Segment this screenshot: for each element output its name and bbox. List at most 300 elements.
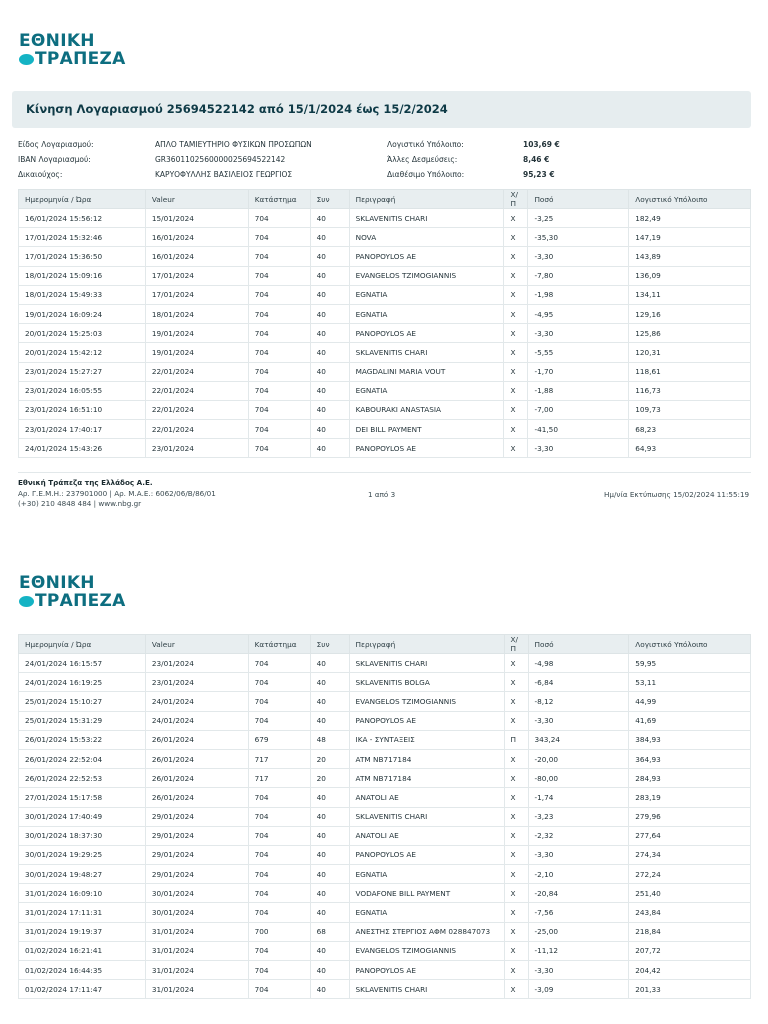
cell-branch: 704 xyxy=(248,788,310,807)
cell-debit-credit: Χ xyxy=(504,711,528,730)
cell-debit-credit: Χ xyxy=(504,324,528,343)
logo-dot-icon xyxy=(19,596,34,607)
table-row xyxy=(19,865,751,884)
table-row xyxy=(19,884,751,903)
cell-valeur: 24/01/2024 xyxy=(145,692,248,711)
cell-branch: 704 xyxy=(248,673,310,692)
cell-date: 23/01/2024 17:40:17 xyxy=(19,420,146,439)
table-row xyxy=(19,324,751,343)
cell-balance: 136,09 xyxy=(629,266,751,285)
statement-title-bar xyxy=(12,91,751,128)
cell-amount: -80,00 xyxy=(528,769,629,788)
cell-syn: 40 xyxy=(310,285,349,304)
account-type-label: Είδος Λογαριασμού: xyxy=(18,140,94,149)
cell-balance: 68,23 xyxy=(629,420,751,439)
cell-description: EGNATIA xyxy=(349,285,504,304)
cell-description: KABOURAKI ANASTASIA xyxy=(349,400,504,419)
cell-valeur: 30/01/2024 xyxy=(145,903,248,922)
cell-description: ANATOLI AE xyxy=(349,788,504,807)
col-header-amount: Ποσό xyxy=(528,635,629,654)
col-header-valeur: Valeur xyxy=(145,190,248,209)
cell-valeur: 23/01/2024 xyxy=(145,673,248,692)
cell-branch: 704 xyxy=(248,845,310,864)
cell-balance: 44,99 xyxy=(629,692,751,711)
cell-balance: 283,19 xyxy=(629,788,751,807)
cell-valeur: 24/01/2024 xyxy=(145,711,248,730)
cell-amount: -25,00 xyxy=(528,922,629,941)
cell-syn: 40 xyxy=(310,961,349,980)
cell-description: ATM NB717184 xyxy=(349,749,504,768)
cell-debit-credit: Χ xyxy=(504,673,528,692)
cell-balance: 284,93 xyxy=(629,769,751,788)
cell-branch: 704 xyxy=(248,228,310,247)
table-row xyxy=(19,845,751,864)
col-header-valeur: Valeur xyxy=(145,635,248,654)
cell-debit-credit: Χ xyxy=(504,304,528,323)
footer-bank-name: Εθνική Τράπεζα της Ελλάδος Α.Ε. xyxy=(18,478,153,487)
cell-amount: -6,84 xyxy=(528,673,629,692)
cell-valeur: 31/01/2024 xyxy=(145,922,248,941)
cell-valeur: 23/01/2024 xyxy=(145,439,248,458)
cell-balance: 64,93 xyxy=(629,439,751,458)
cell-date: 24/01/2024 16:15:57 xyxy=(19,654,146,673)
cell-amount: -3,30 xyxy=(528,711,629,730)
col-header-syn: Συν xyxy=(310,635,349,654)
cell-debit-credit: Χ xyxy=(504,228,528,247)
cell-valeur: 16/01/2024 xyxy=(145,247,248,266)
table-row xyxy=(19,826,751,845)
table-row xyxy=(19,941,751,960)
cell-description: EGNATIA xyxy=(349,903,504,922)
col-header-balance: Λογιστικό Υπόλοιπο xyxy=(629,190,751,209)
cell-debit-credit: Χ xyxy=(504,247,528,266)
cell-amount: -1,70 xyxy=(528,362,629,381)
iban-label: IBAN Λογαριασμού: xyxy=(18,155,91,164)
cell-amount: -3,30 xyxy=(528,845,629,864)
cell-branch: 704 xyxy=(248,324,310,343)
table-row xyxy=(19,922,751,941)
cell-valeur: 19/01/2024 xyxy=(145,324,248,343)
cell-amount: -1,88 xyxy=(528,381,629,400)
cell-description: ΙΚΑ - ΣΥΝΤΑΞΕΙΣ xyxy=(349,730,504,749)
cell-branch: 704 xyxy=(248,654,310,673)
cell-valeur: 22/01/2024 xyxy=(145,381,248,400)
cell-branch: 704 xyxy=(248,362,310,381)
cell-description: EVANGELOS TZIMOGIANNIS xyxy=(349,692,504,711)
cell-branch: 704 xyxy=(248,420,310,439)
table-row xyxy=(19,903,751,922)
cell-debit-credit: Χ xyxy=(504,769,528,788)
cell-description: EGNATIA xyxy=(349,381,504,400)
cell-valeur: 26/01/2024 xyxy=(145,769,248,788)
info-labels-right xyxy=(387,137,464,182)
info-values-right xyxy=(523,137,560,182)
col-header-amount: Ποσό xyxy=(528,190,629,209)
cell-syn: 40 xyxy=(310,692,349,711)
holder-value: ΚΑΡΥΟΦΥΛΛΗΣ ΒΑΣΙΛΕΙΟΣ ΓΕΩΡΓΙΟΣ xyxy=(155,170,293,179)
cell-valeur: 23/01/2024 xyxy=(145,654,248,673)
cell-description: EVANGELOS TZIMOGIANNIS xyxy=(349,266,504,285)
cell-valeur: 16/01/2024 xyxy=(145,228,248,247)
cell-debit-credit: Χ xyxy=(504,654,528,673)
cell-valeur: 29/01/2024 xyxy=(145,826,248,845)
cell-balance: 41,69 xyxy=(629,711,751,730)
cell-syn: 40 xyxy=(310,324,349,343)
cell-balance: 272,24 xyxy=(629,865,751,884)
col-header-syn: Συν xyxy=(310,190,349,209)
table-row xyxy=(19,362,751,381)
cell-syn: 40 xyxy=(310,247,349,266)
cell-balance: 218,84 xyxy=(629,922,751,941)
cell-date: 16/01/2024 15:56:12 xyxy=(19,209,146,228)
cell-syn: 40 xyxy=(310,865,349,884)
cell-date: 01/02/2024 16:21:41 xyxy=(19,941,146,960)
cell-debit-credit: Χ xyxy=(504,692,528,711)
cell-syn: 40 xyxy=(310,826,349,845)
cell-syn: 40 xyxy=(310,439,349,458)
cell-branch: 704 xyxy=(248,400,310,419)
footer-registry: Αρ. Γ.Ε.Μ.Η.: 237901000 | Αρ. Μ.Α.Ε.: 6062/06/Β/86/01 xyxy=(18,488,216,498)
holder-label: Δικαιούχος: xyxy=(18,170,63,179)
cell-syn: 40 xyxy=(310,673,349,692)
cell-debit-credit: Χ xyxy=(504,807,528,826)
cell-debit-credit: Χ xyxy=(504,209,528,228)
footer-contact: (+30) 210 4848 484 | www.nbg.gr xyxy=(18,499,142,508)
cell-description: PANOPOYLOS AE xyxy=(349,961,504,980)
cell-debit-credit: Χ xyxy=(504,343,528,362)
cell-syn: 40 xyxy=(310,845,349,864)
cell-syn: 40 xyxy=(310,654,349,673)
cell-balance: 147,19 xyxy=(629,228,751,247)
table-row xyxy=(19,980,751,999)
cell-debit-credit: Χ xyxy=(504,266,528,285)
table-row xyxy=(19,247,751,266)
table-row xyxy=(19,961,751,980)
cell-amount: -8,12 xyxy=(528,692,629,711)
cell-amount: -3,09 xyxy=(528,980,629,999)
transactions-table-page1 xyxy=(18,189,751,458)
logo-line2: ΤΡΑΠΕΖΑ xyxy=(35,591,126,611)
cell-amount: -3,30 xyxy=(528,324,629,343)
cell-date: 30/01/2024 18:37:30 xyxy=(19,826,146,845)
cell-date: 18/01/2024 15:09:16 xyxy=(19,266,146,285)
table-row xyxy=(19,730,751,749)
cell-date: 31/01/2024 17:11:31 xyxy=(19,903,146,922)
cell-description: DEI BILL PAYMENT xyxy=(349,420,504,439)
cell-syn: 40 xyxy=(310,343,349,362)
cell-debit-credit: Π xyxy=(504,730,528,749)
cell-balance: 243,84 xyxy=(629,903,751,922)
cell-debit-credit: Χ xyxy=(504,400,528,419)
cell-balance: 274,34 xyxy=(629,845,751,864)
cell-amount: -7,56 xyxy=(528,903,629,922)
cell-balance: 251,40 xyxy=(629,884,751,903)
table-row xyxy=(19,381,751,400)
cell-debit-credit: Χ xyxy=(504,884,528,903)
cell-description: SKLAVENITIS CHARI xyxy=(349,807,504,826)
cell-date: 20/01/2024 15:25:03 xyxy=(19,324,146,343)
cell-balance: 384,93 xyxy=(629,730,751,749)
cell-description: ATM NB717184 xyxy=(349,769,504,788)
cell-date: 01/02/2024 17:11:47 xyxy=(19,980,146,999)
logo-dot-icon xyxy=(19,54,34,65)
cell-amount: -1,74 xyxy=(528,788,629,807)
cell-balance: 207,72 xyxy=(629,941,751,960)
cell-branch: 704 xyxy=(248,980,310,999)
cell-branch: 700 xyxy=(248,922,310,941)
cell-syn: 20 xyxy=(310,769,349,788)
cell-branch: 679 xyxy=(248,730,310,749)
cell-debit-credit: Χ xyxy=(504,941,528,960)
cell-description: EVANGELOS TZIMOGIANNIS xyxy=(349,941,504,960)
table-row xyxy=(19,343,751,362)
table-row xyxy=(19,692,751,711)
cell-date: 23/01/2024 15:27:27 xyxy=(19,362,146,381)
cell-description: MAGDALINI MARIA VOUT xyxy=(349,362,504,381)
cell-valeur: 29/01/2024 xyxy=(145,807,248,826)
cell-valeur: 18/01/2024 xyxy=(145,304,248,323)
cell-branch: 704 xyxy=(248,692,310,711)
cell-description: PANOPOYLOS AE xyxy=(349,439,504,458)
cell-debit-credit: Χ xyxy=(504,439,528,458)
cell-valeur: 19/01/2024 xyxy=(145,343,248,362)
table-row xyxy=(19,400,751,419)
cell-balance: 201,33 xyxy=(629,980,751,999)
cell-branch: 704 xyxy=(248,711,310,730)
cell-syn: 40 xyxy=(310,304,349,323)
cell-description: EGNATIA xyxy=(349,304,504,323)
cell-debit-credit: Χ xyxy=(504,903,528,922)
cell-amount: -7,80 xyxy=(528,266,629,285)
cell-valeur: 30/01/2024 xyxy=(145,884,248,903)
cell-date: 31/01/2024 19:19:37 xyxy=(19,922,146,941)
cell-balance: 53,11 xyxy=(629,673,751,692)
logo-line1: ΕΘΝΙΚΗ xyxy=(19,573,95,593)
cell-description: SKLAVENITIS CHARI xyxy=(349,980,504,999)
cell-debit-credit: Χ xyxy=(504,420,528,439)
cell-amount: -20,00 xyxy=(528,749,629,768)
cell-amount: -4,98 xyxy=(528,654,629,673)
cell-syn: 40 xyxy=(310,266,349,285)
ledger-balance-label: Λογιστικό Υπόλοιπο: xyxy=(387,140,464,149)
footer-bank-info xyxy=(18,478,216,510)
cell-description: PANOPOYLOS AE xyxy=(349,247,504,266)
cell-amount: -35,30 xyxy=(528,228,629,247)
available-balance-value: 95,23 € xyxy=(523,170,555,179)
cell-branch: 704 xyxy=(248,266,310,285)
table-row xyxy=(19,266,751,285)
cell-valeur: 26/01/2024 xyxy=(145,788,248,807)
cell-balance: 182,49 xyxy=(629,209,751,228)
cell-debit-credit: Χ xyxy=(504,961,528,980)
cell-date: 26/01/2024 15:53:22 xyxy=(19,730,146,749)
cell-description: SKLAVENITIS CHARI xyxy=(349,654,504,673)
col-header-branch: Κατάστημα xyxy=(248,635,310,654)
cell-debit-credit: Χ xyxy=(504,845,528,864)
cell-amount: -5,55 xyxy=(528,343,629,362)
cell-date: 25/01/2024 15:31:29 xyxy=(19,711,146,730)
bank-logo xyxy=(19,33,126,68)
table-row xyxy=(19,285,751,304)
cell-branch: 704 xyxy=(248,826,310,845)
cell-branch: 704 xyxy=(248,285,310,304)
cell-debit-credit: Χ xyxy=(504,749,528,768)
cell-valeur: 15/01/2024 xyxy=(145,209,248,228)
col-header-branch: Κατάστημα xyxy=(248,190,310,209)
statement-title: Κίνηση Λογαριασμού 25694522142 από 15/1/2024 έως 15/2/2024 xyxy=(26,102,448,116)
cell-branch: 704 xyxy=(248,209,310,228)
cell-syn: 40 xyxy=(310,209,349,228)
cell-branch: 704 xyxy=(248,865,310,884)
cell-date: 30/01/2024 19:29:25 xyxy=(19,845,146,864)
col-header-description: Περιγραφή xyxy=(349,635,504,654)
table-row xyxy=(19,304,751,323)
cell-amount: -3,25 xyxy=(528,209,629,228)
cell-amount: -7,00 xyxy=(528,400,629,419)
cell-date: 19/01/2024 16:09:24 xyxy=(19,304,146,323)
cell-valeur: 31/01/2024 xyxy=(145,941,248,960)
cell-valeur: 22/01/2024 xyxy=(145,420,248,439)
ledger-balance-value: 103,69 € xyxy=(523,140,560,149)
other-holds-label: Άλλες Δεσμεύσεις: xyxy=(387,155,458,164)
cell-balance: 279,96 xyxy=(629,807,751,826)
cell-balance: 59,95 xyxy=(629,654,751,673)
cell-branch: 704 xyxy=(248,941,310,960)
cell-amount: -3,30 xyxy=(528,439,629,458)
col-header-date: Ημερομηνία / Ώρα xyxy=(19,635,146,654)
cell-debit-credit: Χ xyxy=(504,826,528,845)
col-header-balance: Λογιστικό Υπόλοιπο xyxy=(629,635,751,654)
cell-amount: -4,95 xyxy=(528,304,629,323)
cell-debit-credit: Χ xyxy=(504,285,528,304)
table-row xyxy=(19,807,751,826)
cell-amount: -2,10 xyxy=(528,865,629,884)
cell-date: 17/01/2024 15:36:50 xyxy=(19,247,146,266)
cell-branch: 717 xyxy=(248,769,310,788)
table-row xyxy=(19,439,751,458)
cell-branch: 704 xyxy=(248,903,310,922)
footer-print-date: Ημ/νία Εκτύπωσης 15/02/2024 11:55:19 xyxy=(604,490,750,499)
cell-amount: -1,98 xyxy=(528,285,629,304)
cell-debit-credit: Χ xyxy=(504,381,528,400)
cell-syn: 40 xyxy=(310,362,349,381)
table-row xyxy=(19,209,751,228)
cell-date: 26/01/2024 22:52:53 xyxy=(19,769,146,788)
info-values-left xyxy=(155,137,312,182)
cell-description: PANOPOYLOS AE xyxy=(349,845,504,864)
cell-date: 31/01/2024 16:09:10 xyxy=(19,884,146,903)
cell-amount: -2,32 xyxy=(528,826,629,845)
cell-branch: 704 xyxy=(248,807,310,826)
cell-description: SKLAVENITIS CHARI xyxy=(349,343,504,362)
cell-debit-credit: Χ xyxy=(504,362,528,381)
cell-syn: 40 xyxy=(310,400,349,419)
cell-date: 26/01/2024 22:52:04 xyxy=(19,749,146,768)
cell-date: 30/01/2024 17:40:49 xyxy=(19,807,146,826)
cell-syn: 48 xyxy=(310,730,349,749)
cell-balance: 109,73 xyxy=(629,400,751,419)
footer-divider xyxy=(18,472,751,473)
logo-line1: ΕΘΝΙΚΗ xyxy=(19,31,95,51)
iban-value: GR3601102560000025694522142 xyxy=(155,155,286,164)
cell-balance: 277,64 xyxy=(629,826,751,845)
cell-balance: 118,61 xyxy=(629,362,751,381)
cell-amount: -3,30 xyxy=(528,961,629,980)
col-header-description: Περιγραφή xyxy=(349,190,504,209)
cell-syn: 68 xyxy=(310,922,349,941)
table-row xyxy=(19,673,751,692)
logo-line2: ΤΡΑΠΕΖΑ xyxy=(35,49,126,69)
info-labels-left xyxy=(18,137,94,182)
cell-syn: 40 xyxy=(310,980,349,999)
cell-syn: 40 xyxy=(310,711,349,730)
cell-syn: 40 xyxy=(310,807,349,826)
cell-balance: 143,89 xyxy=(629,247,751,266)
cell-amount: -11,12 xyxy=(528,941,629,960)
cell-debit-credit: Χ xyxy=(504,865,528,884)
cell-amount: -41,50 xyxy=(528,420,629,439)
cell-balance: 134,11 xyxy=(629,285,751,304)
cell-amount: -3,30 xyxy=(528,247,629,266)
cell-date: 30/01/2024 19:48:27 xyxy=(19,865,146,884)
cell-syn: 40 xyxy=(310,903,349,922)
table-header-row xyxy=(19,190,751,209)
col-header-date: Ημερομηνία / Ώρα xyxy=(19,190,146,209)
cell-description: ANATOLI AE xyxy=(349,826,504,845)
cell-branch: 717 xyxy=(248,749,310,768)
cell-syn: 40 xyxy=(310,884,349,903)
cell-date: 20/01/2024 15:42:12 xyxy=(19,343,146,362)
cell-branch: 704 xyxy=(248,343,310,362)
cell-balance: 129,16 xyxy=(629,304,751,323)
table-row xyxy=(19,769,751,788)
cell-debit-credit: Χ xyxy=(504,922,528,941)
table-row xyxy=(19,228,751,247)
col-header-debit-credit: Χ/Π xyxy=(504,190,528,209)
account-type-value: ΑΠΛΟ ΤΑΜΙΕΥΤΗΡΙΟ ΦΥΣΙΚΩΝ ΠΡΟΣΩΠΩΝ xyxy=(155,140,312,149)
col-header-debit-credit: Χ/Π xyxy=(504,635,528,654)
cell-date: 23/01/2024 16:51:10 xyxy=(19,400,146,419)
cell-date: 01/02/2024 16:44:35 xyxy=(19,961,146,980)
cell-valeur: 22/01/2024 xyxy=(145,362,248,381)
cell-valeur: 31/01/2024 xyxy=(145,980,248,999)
cell-description: EGNATIA xyxy=(349,865,504,884)
cell-valeur: 29/01/2024 xyxy=(145,845,248,864)
cell-amount: -3,23 xyxy=(528,807,629,826)
table-row xyxy=(19,749,751,768)
cell-valeur: 31/01/2024 xyxy=(145,961,248,980)
cell-syn: 40 xyxy=(310,788,349,807)
cell-date: 24/01/2024 16:19:25 xyxy=(19,673,146,692)
other-holds-value: 8,46 € xyxy=(523,155,550,164)
cell-description: ΑΝΕΣΤΗΣ ΣΤΕΡΓΙΟΣ ΑΦΜ 028847073 xyxy=(349,922,504,941)
cell-description: NOVA xyxy=(349,228,504,247)
cell-balance: 364,93 xyxy=(629,749,751,768)
cell-valeur: 26/01/2024 xyxy=(145,730,248,749)
table-row xyxy=(19,788,751,807)
table-row xyxy=(19,654,751,673)
footer-page-number: 1 από 3 xyxy=(368,490,396,499)
table-row xyxy=(19,711,751,730)
cell-branch: 704 xyxy=(248,304,310,323)
table-header-row xyxy=(19,635,751,654)
cell-branch: 704 xyxy=(248,884,310,903)
cell-syn: 40 xyxy=(310,420,349,439)
cell-branch: 704 xyxy=(248,247,310,266)
cell-date: 27/01/2024 15:17:58 xyxy=(19,788,146,807)
cell-branch: 704 xyxy=(248,439,310,458)
cell-balance: 116,73 xyxy=(629,381,751,400)
